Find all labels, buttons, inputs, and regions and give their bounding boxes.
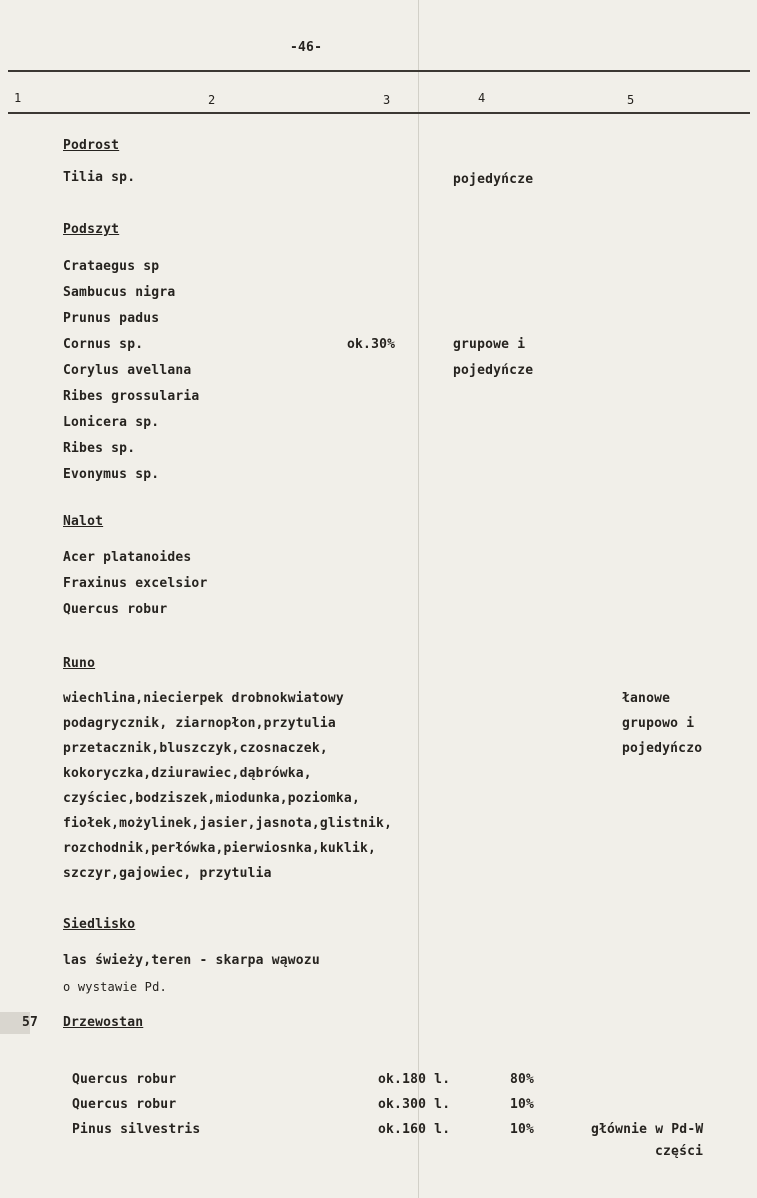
podszyt-item: Evonymus sp.: [63, 467, 160, 482]
col-header-4: 4: [478, 91, 486, 105]
col-header-1: 1: [14, 91, 22, 105]
podrost-distribution: pojedyńcze: [453, 172, 534, 187]
podrost-item: Tilia sp.: [63, 170, 136, 185]
section-number: 57: [22, 1015, 39, 1030]
col-header-2: 2: [208, 93, 216, 107]
podszyt-cover: ok.30%: [347, 337, 396, 352]
drzewostan-age: ok.160 l.: [378, 1122, 451, 1137]
runo-line: wiechlina,niecierpek drobnokwiatowy: [63, 691, 344, 706]
runo-line: fiołek,możylinek,jasier,jasnota,glistnik,: [63, 816, 393, 831]
podszyt-distribution-2: pojedyńcze: [453, 363, 534, 378]
podszyt-item: Corylus avellana: [63, 363, 192, 378]
podszyt-item: Ribes grossularia: [63, 389, 200, 404]
runo-line: przetacznik,bluszczyk,czosnaczek,: [63, 741, 328, 756]
header-rule-bottom: [8, 112, 750, 114]
runo-distribution-2: grupowo i: [622, 716, 695, 731]
drzewostan-note: głównie w Pd-W: [591, 1122, 704, 1137]
podszyt-distribution-1: grupowe i: [453, 337, 526, 352]
nalot-item: Fraxinus excelsior: [63, 576, 208, 591]
siedlisko-line: o wystawie Pd.: [63, 980, 167, 994]
page-number: -46-: [290, 40, 323, 55]
heading-siedlisko: Siedlisko: [63, 917, 136, 932]
page-fold-line: [418, 0, 419, 1198]
nalot-item: Quercus robur: [63, 602, 168, 617]
header-rule-top: [8, 70, 750, 72]
col-header-5: 5: [627, 93, 635, 107]
runo-line: podagrycznik, ziarnopłon,przytulia: [63, 716, 336, 731]
heading-runo: Runo: [63, 656, 96, 671]
heading-podszyt: Podszyt: [63, 222, 120, 237]
runo-line: szczyr,gajowiec, przytulia: [63, 866, 272, 881]
podszyt-item: Sambucus nigra: [63, 285, 176, 300]
drzewostan-share: 80%: [510, 1072, 535, 1087]
drzewostan-share: 10%: [510, 1122, 535, 1137]
col-header-3: 3: [383, 93, 391, 107]
nalot-item: Acer platanoides: [63, 550, 192, 565]
drzewostan-note: części: [655, 1144, 704, 1159]
drzewostan-share: 10%: [510, 1097, 535, 1112]
runo-line: kokoryczka,dziurawiec,dąbrówka,: [63, 766, 312, 781]
runo-distribution-3: pojedyńczo: [622, 741, 703, 756]
podszyt-item: Cornus sp.: [63, 337, 144, 352]
drzewostan-age: ok.180 l.: [378, 1072, 451, 1087]
drzewostan-species: Quercus robur: [72, 1072, 177, 1087]
runo-distribution-1: łanowe: [622, 691, 671, 706]
podszyt-item: Prunus padus: [63, 311, 160, 326]
heading-podrost: Podrost: [63, 138, 120, 153]
podszyt-item: Lonicera sp.: [63, 415, 160, 430]
runo-line: czyściec,bodziszek,miodunka,poziomka,: [63, 791, 360, 806]
heading-nalot: Nalot: [63, 514, 104, 529]
runo-line: rozchodnik,perłówka,pierwiosnka,kuklik,: [63, 841, 377, 856]
drzewostan-species: Pinus silvestris: [72, 1122, 201, 1137]
podszyt-item: Crataegus sp: [63, 259, 160, 274]
heading-drzewostan: Drzewostan: [63, 1015, 144, 1030]
podszyt-item: Ribes sp.: [63, 441, 136, 456]
drzewostan-age: ok.300 l.: [378, 1097, 451, 1112]
siedlisko-line: las świeży,teren - skarpa wąwozu: [63, 953, 320, 968]
drzewostan-species: Quercus robur: [72, 1097, 177, 1112]
